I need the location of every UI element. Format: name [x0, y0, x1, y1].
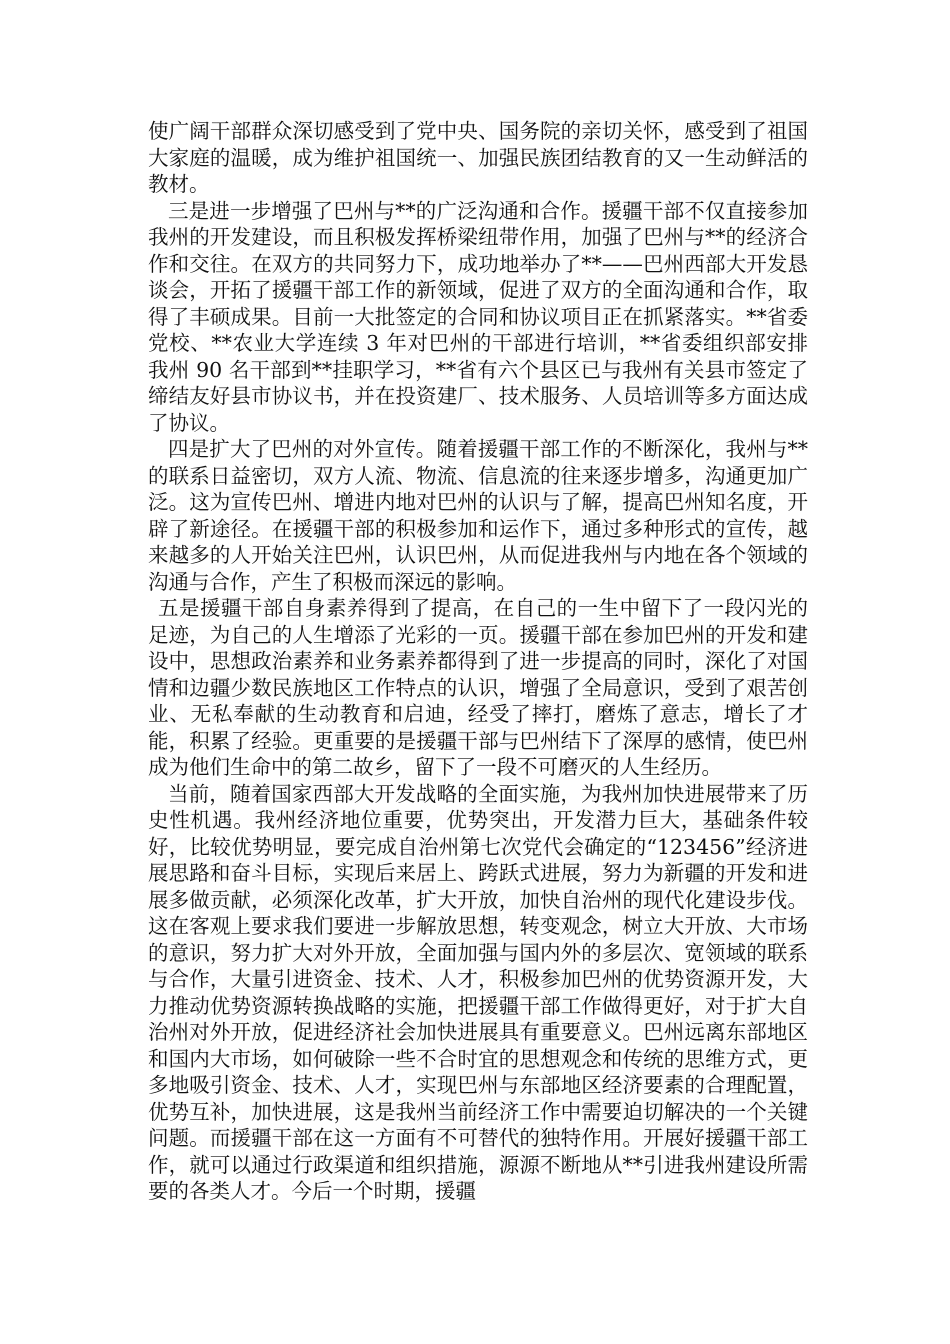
paragraph-point-three: 三是进一步增强了巴州与**的广泛沟通和合作。援疆干部不仅直接参加我州的开发建设，而且积极发挥桥梁纽带作用，加强了巴州与**的经济合作和交往。在双方的共同努力下，成功地举办了**——巴州西部大开发恳谈会，开拓了援疆干部工作的新领域，促进了双方的全面沟通和合作，取得了丰硕成果。目前一大批签定的合同和协议项目正在抓紧落实。**省委党校、**农业大学连续 3 年对巴州的干部进行培训，**省委组织部安排我州 90 名干部到**挂职学习，**省有六个县区已与我州有关县市签定了缔结友好县市协议书，并在投资建厂、技术服务、人员培训等多方面达成了协议。 [148, 198, 808, 435]
paragraph-point-five: 五是援疆干部自身素养得到了提高，在自己的一生中留下了一段闪光的足迹，为自己的人生增添了光彩的一页。援疆干部在参加巴州的开发和建设中，思想政治素养和业务素养都得到了进一步提高的同时，深化了对国情和边疆少数民族地区工作特点的认识，增强了全局意识，受到了艰苦创业、无私奉献的生动教育和启迪，经受了摔打，磨炼了意志，增长了才能，积累了经验。更重要的是援疆干部与巴州结下了深厚的感情，使巴州成为他们生命中的第二故乡，留下了一段不可磨灭的人生经历。 [148, 596, 808, 779]
document-page [148, 118, 808, 1205]
paragraph-continuation: 使广阔干部群众深切感受到了党中央、国务院的亲切关怀，感受到了祖国大家庭的温暖，成为维护祖国统一、加强民族团结教育的又一生动鲜活的教材。 [148, 119, 808, 196]
paragraph-point-four: 四是扩大了巴州的对外宣传。随着援疆干部工作的不断深化，我州与**的联系日益密切，双方人流、物流、信息流的往来逐步增多，沟通更加广泛。这为宣传巴州、增进内地对巴州的认识与了解，提高巴州知名度，开辟了新途径。在援疆干部的积极参加和运作下，通过多种形式的宣传，越来越多的人开始关注巴州，认识巴州，从而促进我州与内地在各个领域的沟通与合作，产生了积极而深远的影响。 [148, 437, 808, 594]
paragraph-current-situation: 当前，随着国家西部大开发战略的全面实施，为我州加快进展带来了历史性机遇。我州经济地位重要，优势突出，开发潜力巨大，基础条件较好，比较优势明显，要完成自治州第七次党代会确定的“123456”经济进展思路和奋斗目标，实现后来居上、跨跃式进展，努力为新疆的开发和进展多做贡献，必须深化改革，扩大开放，加快自治州的现代化建设步伐。这在客观上要求我们要进一步解放思想，转变观念，树立大开放、大市场的意识，努力扩大对外开放，全面加强与国内外的多层次、宽领域的联系与合作，大量引进资金、技术、人才，积极参加巴州的优势资源开发，大力推动优势资源转换战略的实施，把援疆干部工作做得更好，对于扩大自治州对外开放，促进经济社会加快进展具有重要意义。巴州远离东部地区和国内大市场，如何破除一些不合时宜的思想观念和传统的思维方式，更多地吸引资金、技术、人才，实现巴州与东部地区经济要素的合理配置，优势互补，加快进展，这是我州当前经济工作中需要迫切解决的一个关键问题。而援疆干部在这一方面有不可替代的独特作用。开展好援疆干部工作，就可以通过行政渠道和组织措施，源源不断地从**引进我州建设所需要的各类人才。今后一个时期，援疆 [148, 781, 808, 1203]
